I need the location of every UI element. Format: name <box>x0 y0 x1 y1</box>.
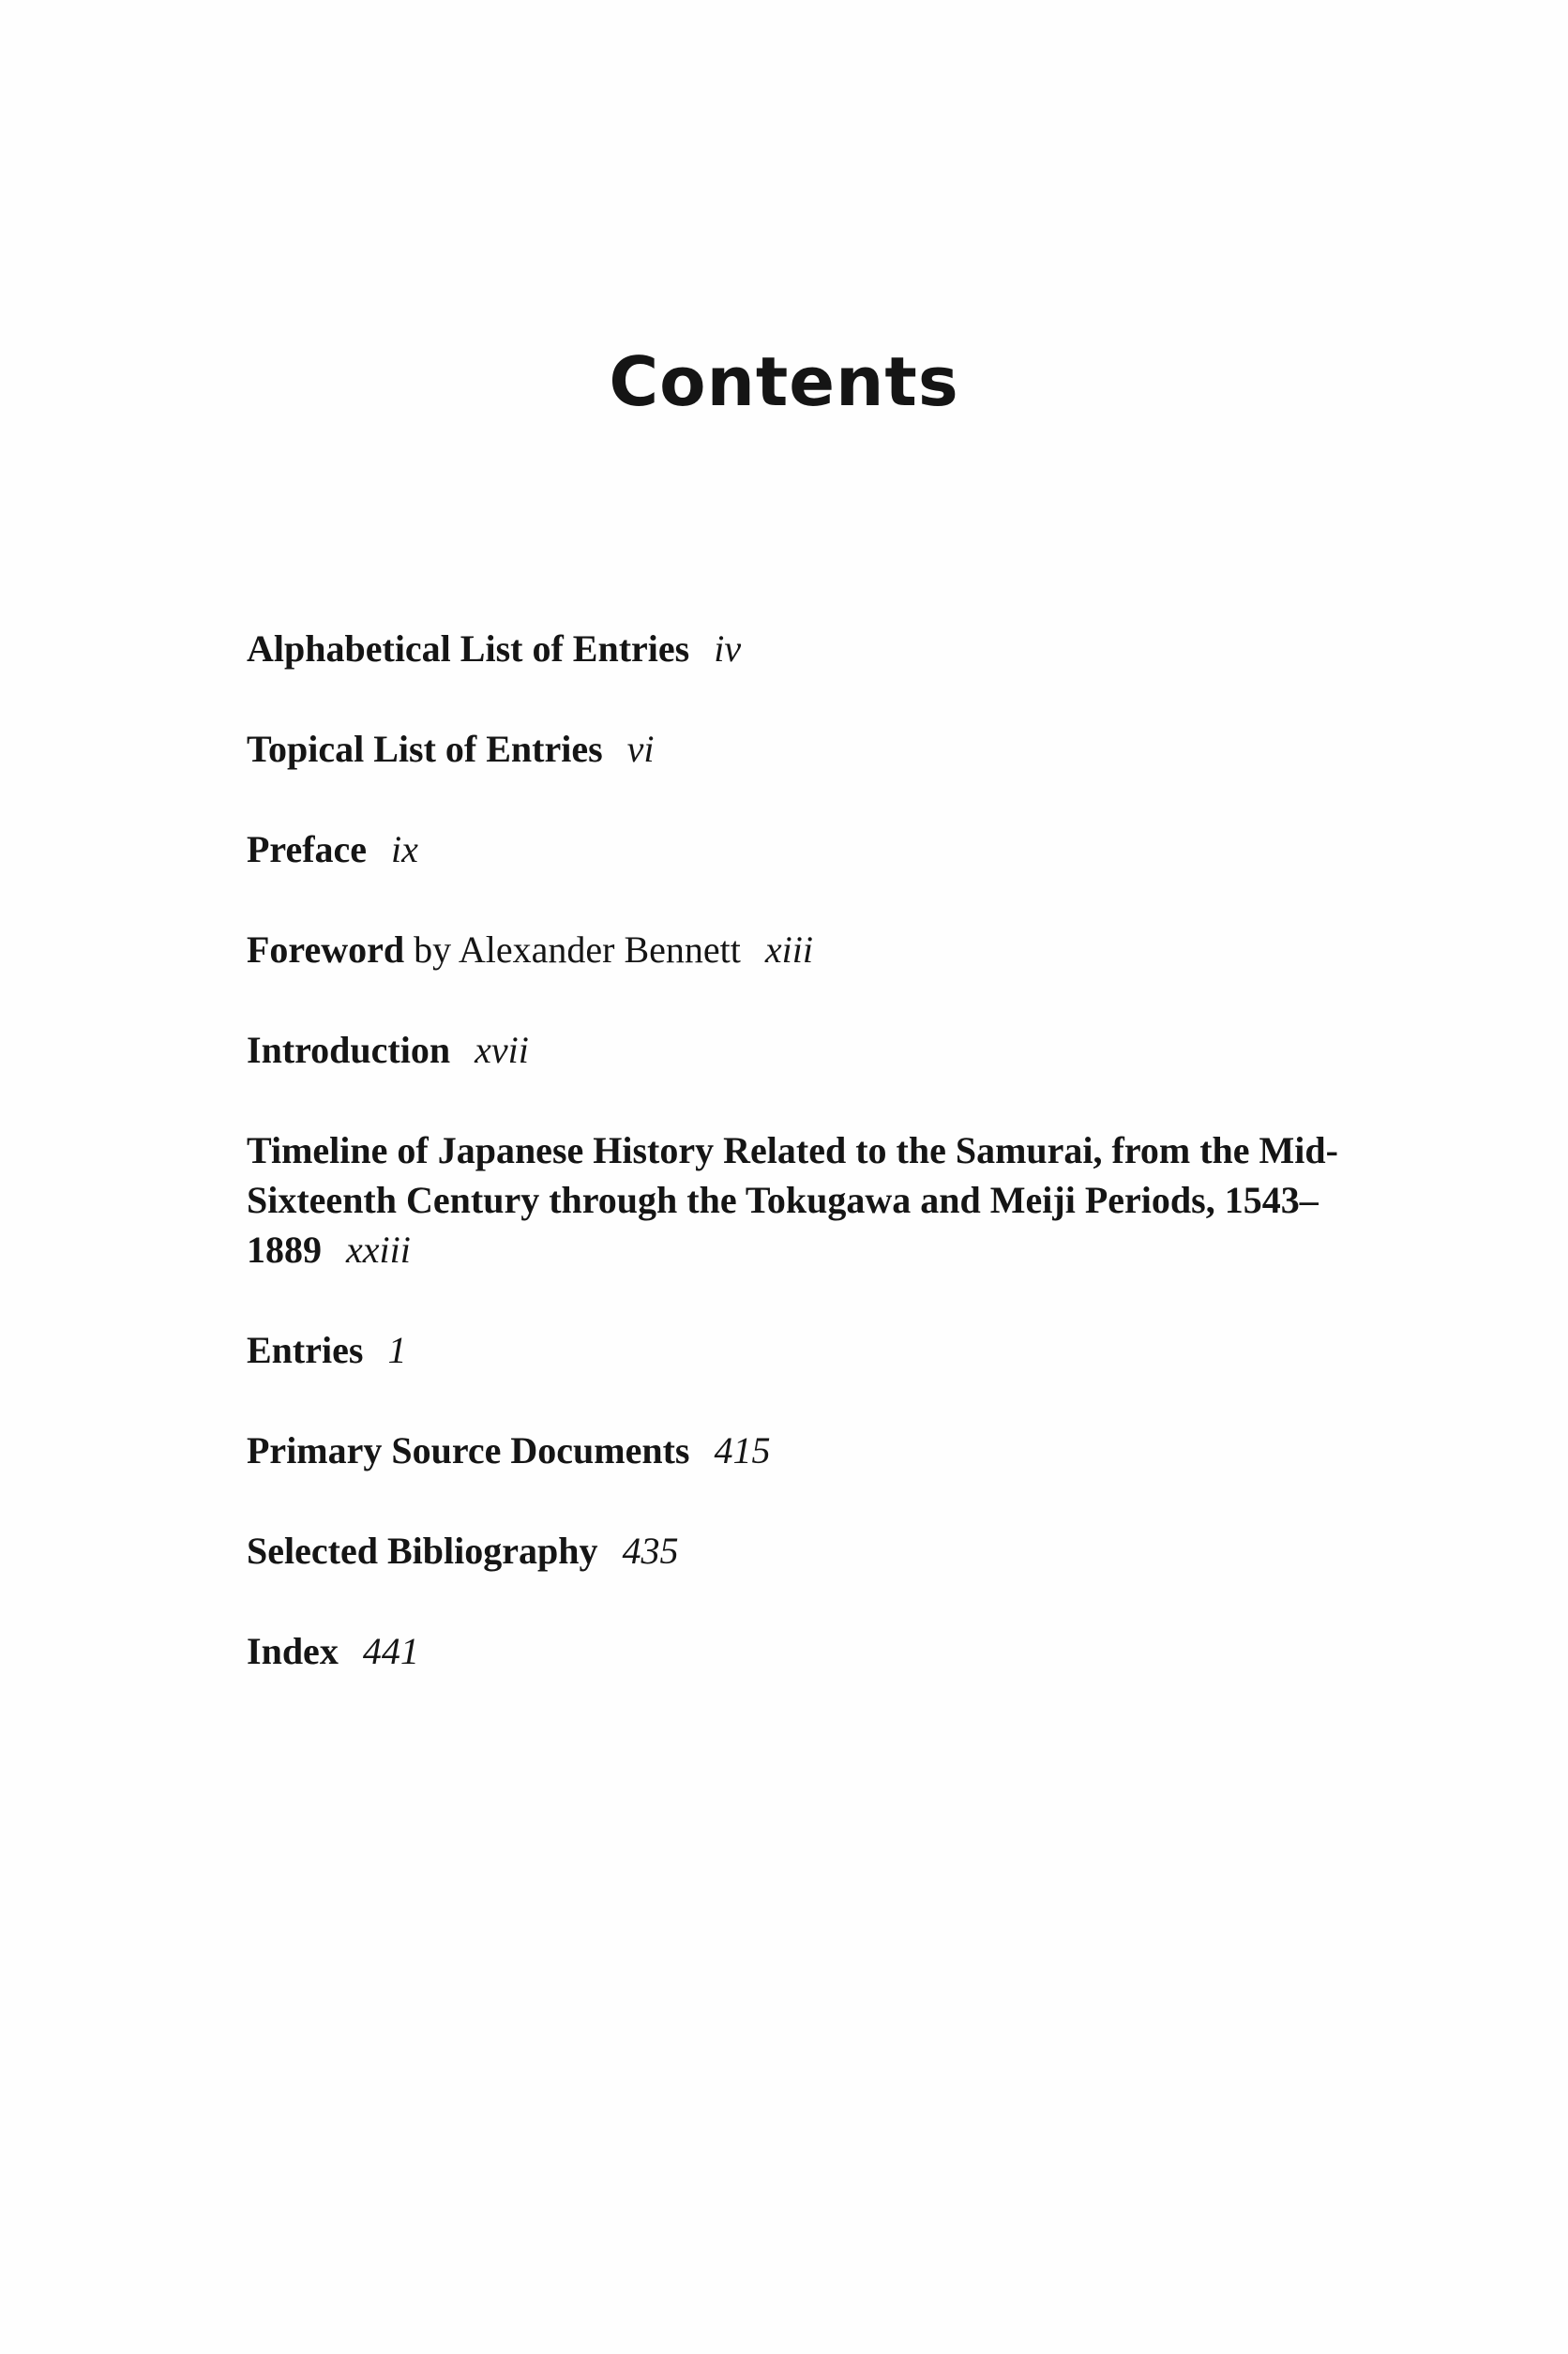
toc-entry-page: 441 <box>362 1630 419 1672</box>
toc-entry-title: Entries <box>247 1329 364 1371</box>
toc-entry-entries[interactable] <box>247 1325 1353 1375</box>
toc-entry-index[interactable] <box>247 1626 1353 1676</box>
toc-entry-byline: by Alexander Bennett <box>414 928 741 971</box>
toc-entry-selected-bibliography[interactable] <box>247 1526 1353 1576</box>
toc-entry-title: Topical List of Entries <box>247 728 603 770</box>
toc-entry-title: Index <box>247 1630 339 1672</box>
toc-entry-topical-list[interactable] <box>247 724 1353 774</box>
toc-entry-page: 435 <box>622 1530 679 1572</box>
toc-entry-page: xxiii <box>346 1229 411 1271</box>
toc-entry-page: xvii <box>475 1029 529 1071</box>
toc-entry-title: Introduction <box>247 1029 451 1071</box>
toc-entry-title: Preface <box>247 828 368 870</box>
toc-entry-page: iv <box>714 627 742 670</box>
toc-entry-title: Foreword <box>247 928 405 971</box>
page-title: Contents <box>609 342 959 421</box>
toc-entry-title: Selected Bibliography <box>247 1530 598 1572</box>
toc-entry-page: 1 <box>387 1329 407 1371</box>
toc-entry-primary-source-documents[interactable] <box>247 1426 1353 1475</box>
toc-entry-title: Primary Source Documents <box>247 1429 690 1471</box>
toc-entry-page: 415 <box>714 1429 771 1471</box>
toc-entry-introduction[interactable] <box>247 1025 1353 1075</box>
toc-entry-page: ix <box>391 828 418 870</box>
toc-entry-alphabetical-list[interactable] <box>247 624 1353 673</box>
toc-entry-foreword[interactable] <box>247 925 1353 974</box>
toc-entry-page: xiii <box>764 928 813 971</box>
table-of-contents <box>247 624 1353 1727</box>
toc-entry-preface[interactable] <box>247 824 1353 874</box>
toc-entry-title: Alphabetical List of Entries <box>247 627 690 670</box>
toc-entry-page: vi <box>626 728 655 770</box>
toc-entry-title: Timeline of Japanese History Related to the Samurai, from the Mid-Sixteenth Century through the Tokugawa and Meiji Periods, 1543–1889 <box>247 1129 1338 1271</box>
toc-entry-timeline[interactable] <box>247 1125 1353 1275</box>
